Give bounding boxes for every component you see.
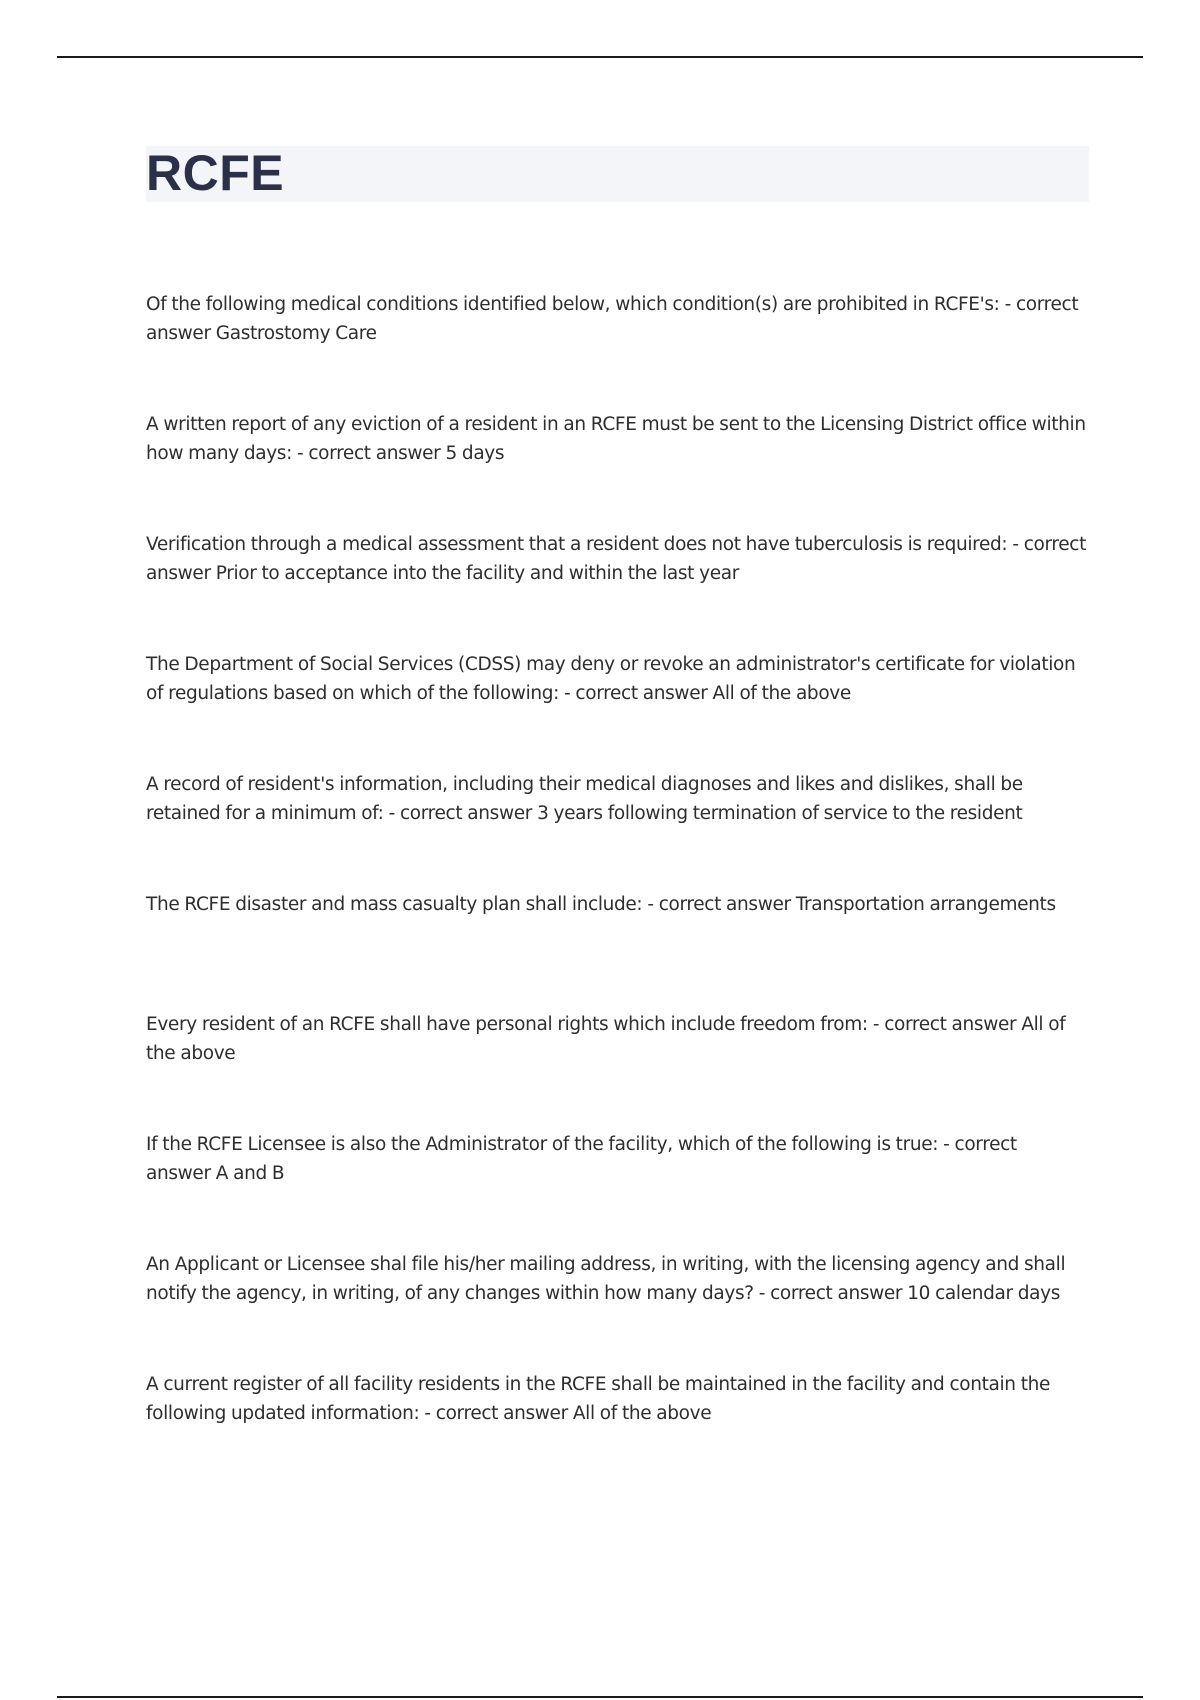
question-text: A record of resident's information, including their medical diagnoses and likes and dislikes, shall be retained for a minimum of: - [146,774,1023,824]
title-banner [146,146,1089,202]
question-text: Verification through a medical assessment that a resident does not have tuberculosis is required: - [146,534,1019,555]
question-text: A current register of all facility residents in the RCFE shall be maintained in the facility and contain the following updated information: - [146,1374,1050,1424]
answer-label: correct answer [575,683,708,704]
answer-text: A and B [215,1163,285,1184]
qa-item [146,1250,1086,1370]
footer-rule [57,1696,1143,1698]
answer-label: correct answer [308,443,441,464]
answer-label: correct answer [435,1403,568,1424]
answer-text: Prior to acceptance into the facility and within the last year [215,563,739,584]
header-rule [57,56,1143,58]
question-text: If the RCFE Licensee is also the Administrator of the facility, which of the following is true: - [146,1134,950,1155]
question-text: An Applicant or Licensee shal file his/her mailing address, in writing, with the licensing agency and shall notify the agency, in writing, of any changes within how many days? - [146,1254,1066,1304]
question-text: Of the following medical conditions identified below, which condition(s) are prohibited in RCFE's: - [146,294,1011,315]
answer-label: correct answer [399,803,533,824]
answer-text: All of the above [146,1014,1066,1064]
answer-text: 10 calendar days [907,1283,1061,1304]
qa-item [146,410,1086,530]
qa-item [146,770,1086,890]
qa-item [146,1370,1086,1490]
question-text: The RCFE disaster and mass casualty plan shall include: - [146,894,654,915]
qa-item [146,290,1086,410]
qa-item [146,1010,1086,1130]
question-text: The Department of Social Services (CDSS) may deny or revoke an administrator's certificate for violation of regulations based on which of the following: - [146,654,1076,704]
question-text: A written report of any eviction of a resident in an RCFE must be sent to the Licensing District office within how many days: - [146,414,1086,464]
answer-label: correct answer [146,294,1079,344]
answer-text: 3 years following termination of service to the resident [537,803,1023,824]
answer-text: All of the above [572,1403,712,1424]
answer-label: correct answer [884,1014,1017,1035]
qa-item [146,890,1086,1010]
answer-label: correct answer [146,534,1087,584]
answer-label: correct answer [658,894,791,915]
answer-label: correct answer [146,1134,1017,1184]
qa-item [146,650,1086,770]
answer-text: Gastrostomy Care [215,323,377,344]
question-text: Every resident of an RCFE shall have personal rights which include freedom from: - [146,1014,880,1035]
qa-item [146,1130,1086,1250]
qa-item [146,530,1086,650]
document-title: RCFE [146,145,285,201]
qa-list [146,290,1086,1490]
answer-text: Transportation arrangements [795,894,1056,915]
answer-text: All of the above [712,683,851,704]
answer-label: correct answer [770,1283,903,1304]
answer-text: 5 days [445,443,505,464]
